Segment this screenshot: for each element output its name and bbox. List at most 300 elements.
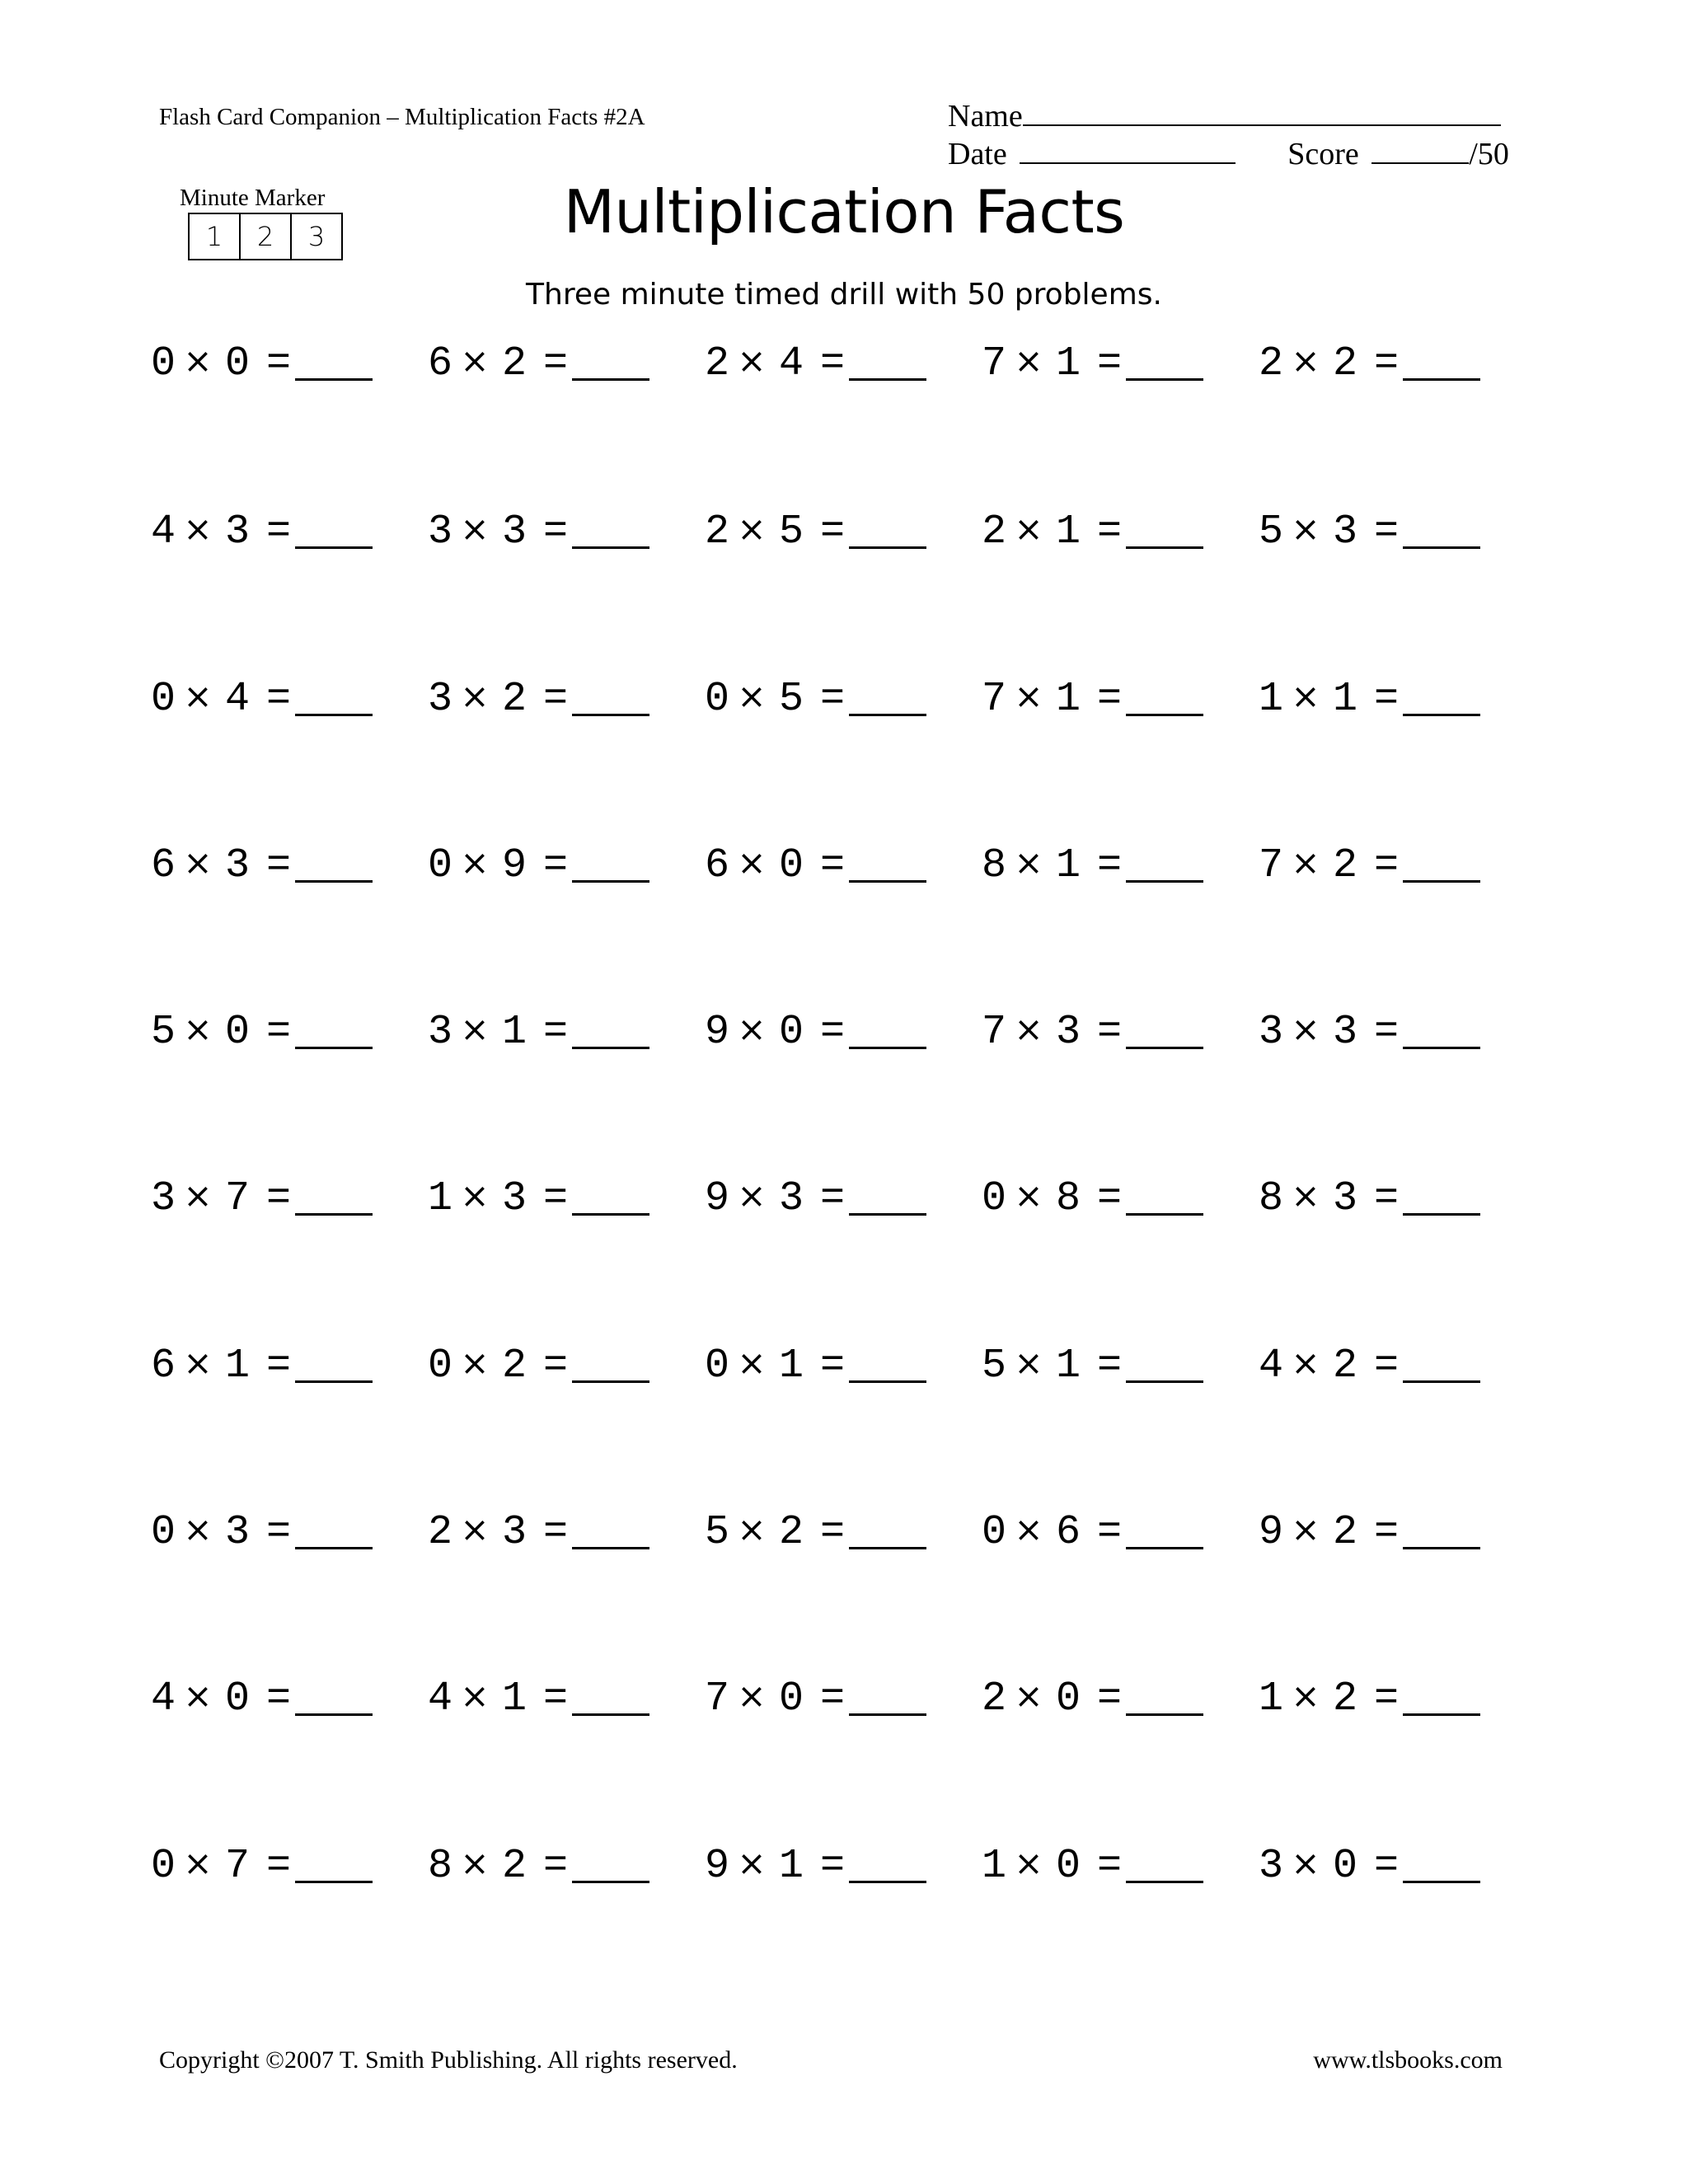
factor-b: 3: [224, 509, 250, 555]
equals-sign: =: [1096, 1009, 1122, 1056]
multiply-sign: ×: [1014, 1009, 1043, 1049]
answer-blank[interactable]: [295, 1212, 373, 1216]
multiply-sign: ×: [737, 676, 767, 716]
problem: [1256, 1832, 1533, 1890]
factor-a: 0: [150, 676, 176, 723]
factor-a: 1: [1258, 1675, 1283, 1722]
minute-marker-label: Minute Marker: [180, 185, 326, 211]
factor-a: 2: [427, 1509, 452, 1556]
problem-row: [148, 665, 1533, 723]
factor-b: 0: [1332, 1843, 1357, 1890]
multiply-sign: ×: [460, 509, 490, 549]
problem: [148, 498, 425, 555]
answer-blank[interactable]: [572, 1546, 649, 1549]
answer-blank[interactable]: [1126, 1880, 1203, 1883]
factor-b: 3: [501, 509, 527, 555]
multiply-sign: ×: [737, 1843, 767, 1883]
equals-sign: =: [265, 1175, 291, 1222]
equals-sign: =: [542, 1843, 568, 1890]
problem: [148, 1165, 425, 1222]
equals-sign: =: [542, 340, 568, 387]
multiply-sign: ×: [1291, 1175, 1320, 1216]
minute-marker-cell-1[interactable]: 1: [190, 214, 241, 259]
factor-b: 3: [778, 1175, 804, 1222]
factor-a: 9: [1258, 1509, 1283, 1556]
factor-a: 9: [704, 1009, 729, 1056]
problem: [148, 1498, 425, 1556]
score-label: Score: [1287, 137, 1359, 171]
factor-a: 5: [150, 1009, 176, 1056]
multiply-sign: ×: [460, 1343, 490, 1383]
multiply-sign: ×: [460, 1675, 490, 1716]
factor-a: 0: [150, 1843, 176, 1890]
equals-sign: =: [265, 1675, 291, 1722]
multiply-sign: ×: [1014, 676, 1043, 716]
problem: [1256, 998, 1533, 1056]
equals-sign: =: [1373, 842, 1399, 889]
problem: [425, 998, 702, 1056]
factor-b: 1: [501, 1675, 527, 1722]
multiply-sign: ×: [183, 1675, 213, 1716]
factor-b: 9: [501, 842, 527, 889]
factor-a: 0: [981, 1175, 1006, 1222]
factor-b: 1: [224, 1343, 250, 1390]
factor-b: 7: [224, 1843, 250, 1890]
answer-blank[interactable]: [295, 546, 373, 549]
problem: [979, 498, 1256, 555]
factor-a: 0: [427, 1343, 452, 1390]
multiply-sign: ×: [737, 842, 767, 883]
problem: [702, 1332, 979, 1390]
multiply-sign: ×: [1291, 340, 1320, 381]
factor-b: 1: [1055, 842, 1081, 889]
multiply-sign: ×: [460, 1509, 490, 1549]
equals-sign: =: [1373, 1009, 1399, 1056]
equals-sign: =: [1096, 676, 1122, 723]
multiply-sign: ×: [1291, 1509, 1320, 1549]
equals-sign: =: [819, 676, 845, 723]
answer-blank[interactable]: [1126, 1380, 1203, 1383]
factor-a: 9: [704, 1175, 729, 1222]
equals-sign: =: [265, 676, 291, 723]
factor-a: 5: [981, 1343, 1006, 1390]
worksheet-series-title: Flash Card Companion – Multiplication Facts #2A: [159, 104, 645, 130]
problem: [979, 832, 1256, 889]
problem: [979, 1165, 1256, 1222]
problem: [702, 1498, 979, 1556]
factor-a: 7: [981, 340, 1006, 387]
multiply-sign: ×: [460, 1175, 490, 1216]
equals-sign: =: [1373, 509, 1399, 555]
multiply-sign: ×: [460, 676, 490, 716]
problem: [425, 330, 702, 387]
equals-sign: =: [1096, 340, 1122, 387]
problem-row: [148, 1498, 1533, 1556]
equals-sign: =: [819, 1343, 845, 1390]
multiply-sign: ×: [1291, 1343, 1320, 1383]
factor-b: 1: [1055, 676, 1081, 723]
factor-a: 3: [427, 676, 452, 723]
answer-blank[interactable]: [572, 713, 649, 716]
answer-blank[interactable]: [1403, 713, 1480, 716]
equals-sign: =: [542, 1009, 568, 1056]
answer-blank[interactable]: [572, 879, 649, 883]
equals-sign: =: [819, 1175, 845, 1222]
equals-sign: =: [542, 1343, 568, 1390]
answer-blank[interactable]: [1126, 713, 1203, 716]
factor-b: 0: [778, 842, 804, 889]
multiply-sign: ×: [737, 1509, 767, 1549]
equals-sign: =: [265, 842, 291, 889]
multiply-sign: ×: [1014, 1175, 1043, 1216]
multiply-sign: ×: [183, 676, 213, 716]
factor-a: 9: [704, 1843, 729, 1890]
answer-blank[interactable]: [295, 1546, 373, 1549]
equals-sign: =: [265, 340, 291, 387]
factor-b: 1: [1055, 1343, 1081, 1390]
factor-b: 2: [501, 340, 527, 387]
answer-blank[interactable]: [1126, 377, 1203, 381]
factor-b: 2: [1332, 1509, 1357, 1556]
factor-b: 0: [224, 340, 250, 387]
factor-b: 2: [1332, 340, 1357, 387]
problem: [425, 1332, 702, 1390]
problem-row: [148, 330, 1533, 387]
problem-row: [148, 832, 1533, 889]
factor-b: 2: [1332, 1675, 1357, 1722]
factor-b: 8: [1055, 1175, 1081, 1222]
problem: [425, 832, 702, 889]
factor-b: 3: [1055, 1009, 1081, 1056]
factor-a: 7: [1258, 842, 1283, 889]
name-label: Name: [948, 99, 1023, 134]
factor-b: 0: [778, 1675, 804, 1722]
answer-blank[interactable]: [572, 1880, 649, 1883]
multiply-sign: ×: [1014, 1509, 1043, 1549]
equals-sign: =: [1373, 1343, 1399, 1390]
factor-a: 8: [427, 1843, 452, 1890]
page-subtitle: Three minute timed drill with 50 problems.: [526, 278, 1162, 312]
factor-a: 2: [704, 340, 729, 387]
equals-sign: =: [1373, 1509, 1399, 1556]
problem: [702, 998, 979, 1056]
problem-row: [148, 1665, 1533, 1722]
problem: [425, 1498, 702, 1556]
equals-sign: =: [265, 1009, 291, 1056]
factor-b: 3: [501, 1175, 527, 1222]
answer-blank[interactable]: [849, 1212, 926, 1216]
factor-a: 0: [150, 340, 176, 387]
factor-a: 5: [704, 1509, 729, 1556]
multiply-sign: ×: [183, 509, 213, 549]
factor-a: 3: [427, 509, 452, 555]
equals-sign: =: [265, 509, 291, 555]
factor-b: 2: [778, 1509, 804, 1556]
factor-a: 6: [427, 340, 452, 387]
equals-sign: =: [1096, 842, 1122, 889]
problem: [148, 998, 425, 1056]
multiply-sign: ×: [1014, 842, 1043, 883]
website-link[interactable]: www.tlsbooks.com: [1313, 2046, 1503, 2074]
factor-a: 3: [1258, 1843, 1283, 1890]
equals-sign: =: [1373, 1675, 1399, 1722]
answer-blank[interactable]: [849, 1380, 926, 1383]
problem: [702, 665, 979, 723]
answer-blank[interactable]: [295, 1880, 373, 1883]
equals-sign: =: [819, 1675, 845, 1722]
problem: [148, 665, 425, 723]
equals-sign: =: [819, 842, 845, 889]
equals-sign: =: [1373, 676, 1399, 723]
factor-a: 3: [1258, 1009, 1283, 1056]
problem: [425, 498, 702, 555]
problem: [1256, 1165, 1533, 1222]
multiply-sign: ×: [737, 1675, 767, 1716]
minute-marker-cell-2[interactable]: 2: [241, 214, 292, 259]
equals-sign: =: [265, 1843, 291, 1890]
problem: [148, 1332, 425, 1390]
date-label: Date: [948, 137, 1007, 171]
problem: [702, 832, 979, 889]
multiply-sign: ×: [1014, 1343, 1043, 1383]
answer-blank[interactable]: [572, 1713, 649, 1716]
score-blank-line[interactable]: [1372, 162, 1469, 164]
factor-a: 8: [981, 842, 1006, 889]
answer-blank[interactable]: [295, 1713, 373, 1716]
factor-a: 7: [704, 1675, 729, 1722]
answer-blank[interactable]: [572, 1212, 649, 1216]
answer-blank[interactable]: [572, 546, 649, 549]
equals-sign: =: [1096, 1343, 1122, 1390]
answer-blank[interactable]: [849, 713, 926, 716]
factor-a: 3: [150, 1175, 176, 1222]
equals-sign: =: [1096, 1675, 1122, 1722]
answer-blank[interactable]: [295, 377, 373, 381]
answer-blank[interactable]: [1126, 1212, 1203, 1216]
factor-b: 1: [1055, 509, 1081, 555]
multiply-sign: ×: [460, 842, 490, 883]
factor-a: 6: [150, 842, 176, 889]
answer-blank[interactable]: [849, 1880, 926, 1883]
equals-sign: =: [265, 1509, 291, 1556]
factor-a: 6: [150, 1343, 176, 1390]
factor-b: 1: [501, 1009, 527, 1056]
equals-sign: =: [542, 1175, 568, 1222]
equals-sign: =: [542, 1509, 568, 1556]
answer-blank[interactable]: [1403, 1380, 1480, 1383]
factor-b: 3: [224, 842, 250, 889]
multiply-sign: ×: [737, 1343, 767, 1383]
problem-row: [148, 1165, 1533, 1222]
multiply-sign: ×: [183, 1175, 213, 1216]
factor-a: 0: [981, 1509, 1006, 1556]
minute-marker-cell-3[interactable]: 3: [307, 221, 326, 252]
problem: [702, 498, 979, 555]
factor-b: 2: [1332, 842, 1357, 889]
factor-b: 1: [1332, 676, 1357, 723]
problem: [702, 1665, 979, 1722]
problem: [979, 1665, 1256, 1722]
copyright-notice: Copyright ©2007 T. Smith Publishing. All rights reserved.: [159, 2046, 738, 2074]
equals-sign: =: [1096, 1843, 1122, 1890]
multiply-sign: ×: [183, 340, 213, 381]
problem: [702, 330, 979, 387]
multiply-sign: ×: [183, 842, 213, 883]
multiply-sign: ×: [737, 340, 767, 381]
problem: [979, 1832, 1256, 1890]
multiply-sign: ×: [183, 1343, 213, 1383]
answer-blank[interactable]: [849, 1046, 926, 1049]
factor-a: 8: [1258, 1175, 1283, 1222]
answer-blank[interactable]: [295, 1046, 373, 1049]
factor-b: 0: [1055, 1675, 1081, 1722]
factor-b: 1: [1055, 340, 1081, 387]
problem: [1256, 665, 1533, 723]
equals-sign: =: [1373, 340, 1399, 387]
multiply-sign: ×: [1291, 1843, 1320, 1883]
multiply-sign: ×: [1291, 676, 1320, 716]
answer-blank[interactable]: [1403, 1046, 1480, 1049]
problem-row: [148, 998, 1533, 1056]
multiply-sign: ×: [737, 1009, 767, 1049]
factor-b: 1: [778, 1843, 804, 1890]
factor-a: 4: [150, 1675, 176, 1722]
factor-a: 5: [1258, 509, 1283, 555]
multiply-sign: ×: [1291, 1009, 1320, 1049]
problem: [1256, 1332, 1533, 1390]
answer-blank[interactable]: [1126, 1713, 1203, 1716]
answer-blank[interactable]: [849, 1713, 926, 1716]
problem-row: [148, 498, 1533, 555]
factor-b: 3: [501, 1509, 527, 1556]
answer-blank[interactable]: [1403, 1880, 1480, 1883]
problem-row: [148, 1832, 1533, 1890]
factor-a: 0: [150, 1509, 176, 1556]
answer-blank[interactable]: [1126, 546, 1203, 549]
equals-sign: =: [819, 1843, 845, 1890]
factor-a: 0: [704, 1343, 729, 1390]
multiply-sign: ×: [737, 1175, 767, 1216]
problem: [148, 1832, 425, 1890]
multiply-sign: ×: [1291, 842, 1320, 883]
equals-sign: =: [1373, 1175, 1399, 1222]
equals-sign: =: [1373, 1843, 1399, 1890]
problem: [702, 1832, 979, 1890]
problem: [1256, 498, 1533, 555]
problem: [425, 1832, 702, 1890]
answer-blank[interactable]: [572, 1046, 649, 1049]
equals-sign: =: [819, 509, 845, 555]
multiply-sign: ×: [460, 1009, 490, 1049]
factor-b: 3: [1332, 509, 1357, 555]
factor-b: 0: [224, 1675, 250, 1722]
equals-sign: =: [265, 1343, 291, 1390]
answer-blank[interactable]: [1403, 879, 1480, 883]
factor-b: 3: [224, 1509, 250, 1556]
factor-b: 2: [501, 676, 527, 723]
answer-blank[interactable]: [295, 879, 373, 883]
problem: [702, 1165, 979, 1222]
factor-b: 4: [778, 340, 804, 387]
factor-a: 1: [981, 1843, 1006, 1890]
date-blank-line[interactable]: [1020, 162, 1236, 164]
factor-a: 1: [427, 1175, 452, 1222]
factor-b: 2: [1332, 1343, 1357, 1390]
factor-a: 0: [427, 842, 452, 889]
answer-blank[interactable]: [572, 377, 649, 381]
multiply-sign: ×: [1291, 509, 1320, 549]
problem: [425, 665, 702, 723]
problem: [148, 330, 425, 387]
name-field[interactable]: [948, 98, 1501, 134]
answer-blank[interactable]: [1403, 1546, 1480, 1549]
factor-b: 0: [778, 1009, 804, 1056]
factor-a: 2: [981, 1675, 1006, 1722]
factor-b: 0: [1055, 1843, 1081, 1890]
factor-b: 3: [1332, 1009, 1357, 1056]
factor-b: 1: [778, 1343, 804, 1390]
answer-blank[interactable]: [1126, 1046, 1203, 1049]
factor-b: 5: [778, 676, 804, 723]
factor-a: 7: [981, 676, 1006, 723]
factor-a: 2: [981, 509, 1006, 555]
equals-sign: =: [542, 509, 568, 555]
answer-blank[interactable]: [1403, 546, 1480, 549]
problem: [148, 832, 425, 889]
equals-sign: =: [819, 1509, 845, 1556]
factor-a: 4: [1258, 1343, 1283, 1390]
multiply-sign: ×: [460, 1843, 490, 1883]
multiply-sign: ×: [1014, 1675, 1043, 1716]
page-title: Multiplication Facts: [563, 177, 1125, 246]
name-blank-line[interactable]: [1023, 124, 1501, 126]
answer-blank[interactable]: [1126, 1546, 1203, 1549]
factor-a: 2: [704, 509, 729, 555]
date-score-line: [948, 136, 1509, 172]
factor-a: 0: [704, 676, 729, 723]
equals-sign: =: [542, 676, 568, 723]
answer-blank[interactable]: [1403, 377, 1480, 381]
equals-sign: =: [542, 1675, 568, 1722]
factor-a: 3: [427, 1009, 452, 1056]
answer-blank[interactable]: [295, 713, 373, 716]
answer-blank[interactable]: [849, 546, 926, 549]
answer-blank[interactable]: [295, 1380, 373, 1383]
equals-sign: =: [542, 842, 568, 889]
answer-blank[interactable]: [1403, 1212, 1480, 1216]
answer-blank[interactable]: [849, 1546, 926, 1549]
problem: [979, 665, 1256, 723]
multiply-sign: ×: [1014, 340, 1043, 381]
answer-blank[interactable]: [572, 1380, 649, 1383]
factor-b: 3: [1332, 1175, 1357, 1222]
problem: [979, 998, 1256, 1056]
answer-blank[interactable]: [849, 879, 926, 883]
factor-b: 6: [1055, 1509, 1081, 1556]
factor-a: 1: [1258, 676, 1283, 723]
answer-blank[interactable]: [1403, 1713, 1480, 1716]
score-total: /50: [1469, 137, 1509, 171]
answer-blank[interactable]: [1126, 879, 1203, 883]
answer-blank[interactable]: [849, 377, 926, 381]
factor-a: 4: [427, 1675, 452, 1722]
problem: [979, 1332, 1256, 1390]
problem: [425, 1165, 702, 1222]
problem: [1256, 832, 1533, 889]
factor-a: 4: [150, 509, 176, 555]
problem: [1256, 1665, 1533, 1722]
problem: [148, 1665, 425, 1722]
